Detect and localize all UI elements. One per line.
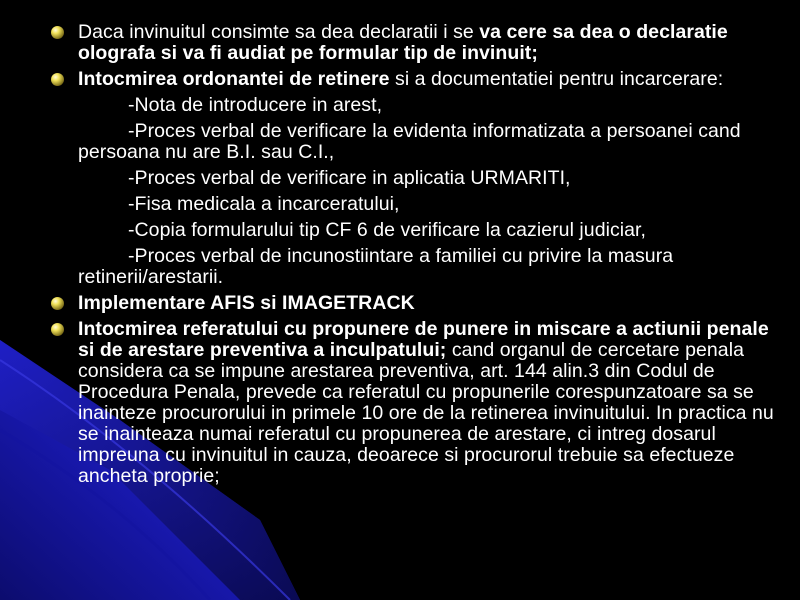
- sphere-bullet-icon: [50, 296, 65, 311]
- slide-content: [50, 22, 785, 487]
- sub-item: [50, 121, 785, 163]
- sub-item-text: -Proces verbal de verificare la evidenta informatizata a persoanei cand persoana nu are B.I. sau C.I.,: [78, 120, 741, 163]
- sub-item-text: -Fisa medicala a incarceratului,: [128, 193, 400, 215]
- sphere-bullet-icon: [50, 25, 65, 40]
- bullet-1-normal-text: Daca invinuitul consimte sa dea declaratii i se: [78, 21, 480, 43]
- sub-item: [50, 220, 785, 241]
- bullet-4-normal-text: cand organul de cercetare penala considera ca se impune arestarea preventiva, art. 144 alin.3 din Codul de Procedura Penala, prevede ca referatul cu propunerile corespunzatoare sa se inainteze procurorului in primele 10 ore de la retinerea invinuitului. In practica nu se inainteaza numai referatul cu propunerea de arestare, ci intreg dosarul impreuna cu invinuitul in cauza, deoarece si procurorul trebuie sa efectueze ancheta proprie;: [78, 339, 774, 487]
- bullet-3-bold-text: Implementare AFIS si IMAGETRACK: [78, 292, 415, 314]
- sub-item-text: -Copia formularului tip CF 6 de verificare la cazierul judiciar,: [128, 219, 646, 241]
- bullet-item-ordonanta: [50, 69, 785, 90]
- bullet-item-referat: [50, 319, 785, 487]
- sub-item-text: -Proces verbal de verificare in aplicatia URMARITI,: [128, 167, 571, 189]
- bullet-2-normal-text: si a documentatiei pentru incarcerare:: [389, 68, 724, 90]
- sphere-bullet-icon: [50, 72, 65, 87]
- bullet-1-bold-text: va cere sa dea o declaratie olografa si va fi audiat pe formular tip de invinuit;: [78, 21, 728, 64]
- bullet-item-afis: [50, 293, 785, 314]
- sub-item: [50, 168, 785, 189]
- sub-item: [50, 194, 785, 215]
- sub-item: [50, 95, 785, 116]
- bullet-2-bold-text: Intocmirea ordonantei de retinere: [78, 68, 390, 90]
- sphere-bullet-icon: [50, 322, 65, 337]
- bullet-item-declaratii: [50, 22, 785, 64]
- sub-item-text: -Proces verbal de incunostiintare a familiei cu privire la masura retinerii/arestarii.: [78, 245, 674, 288]
- sub-item: [50, 246, 785, 288]
- bullet-4-bold-text: Intocmirea referatului cu propunere de punere in miscare a actiunii penale si de arestare preventiva a inculpatului;: [78, 318, 769, 361]
- sub-item-text: -Nota de introducere in arest,: [128, 94, 383, 116]
